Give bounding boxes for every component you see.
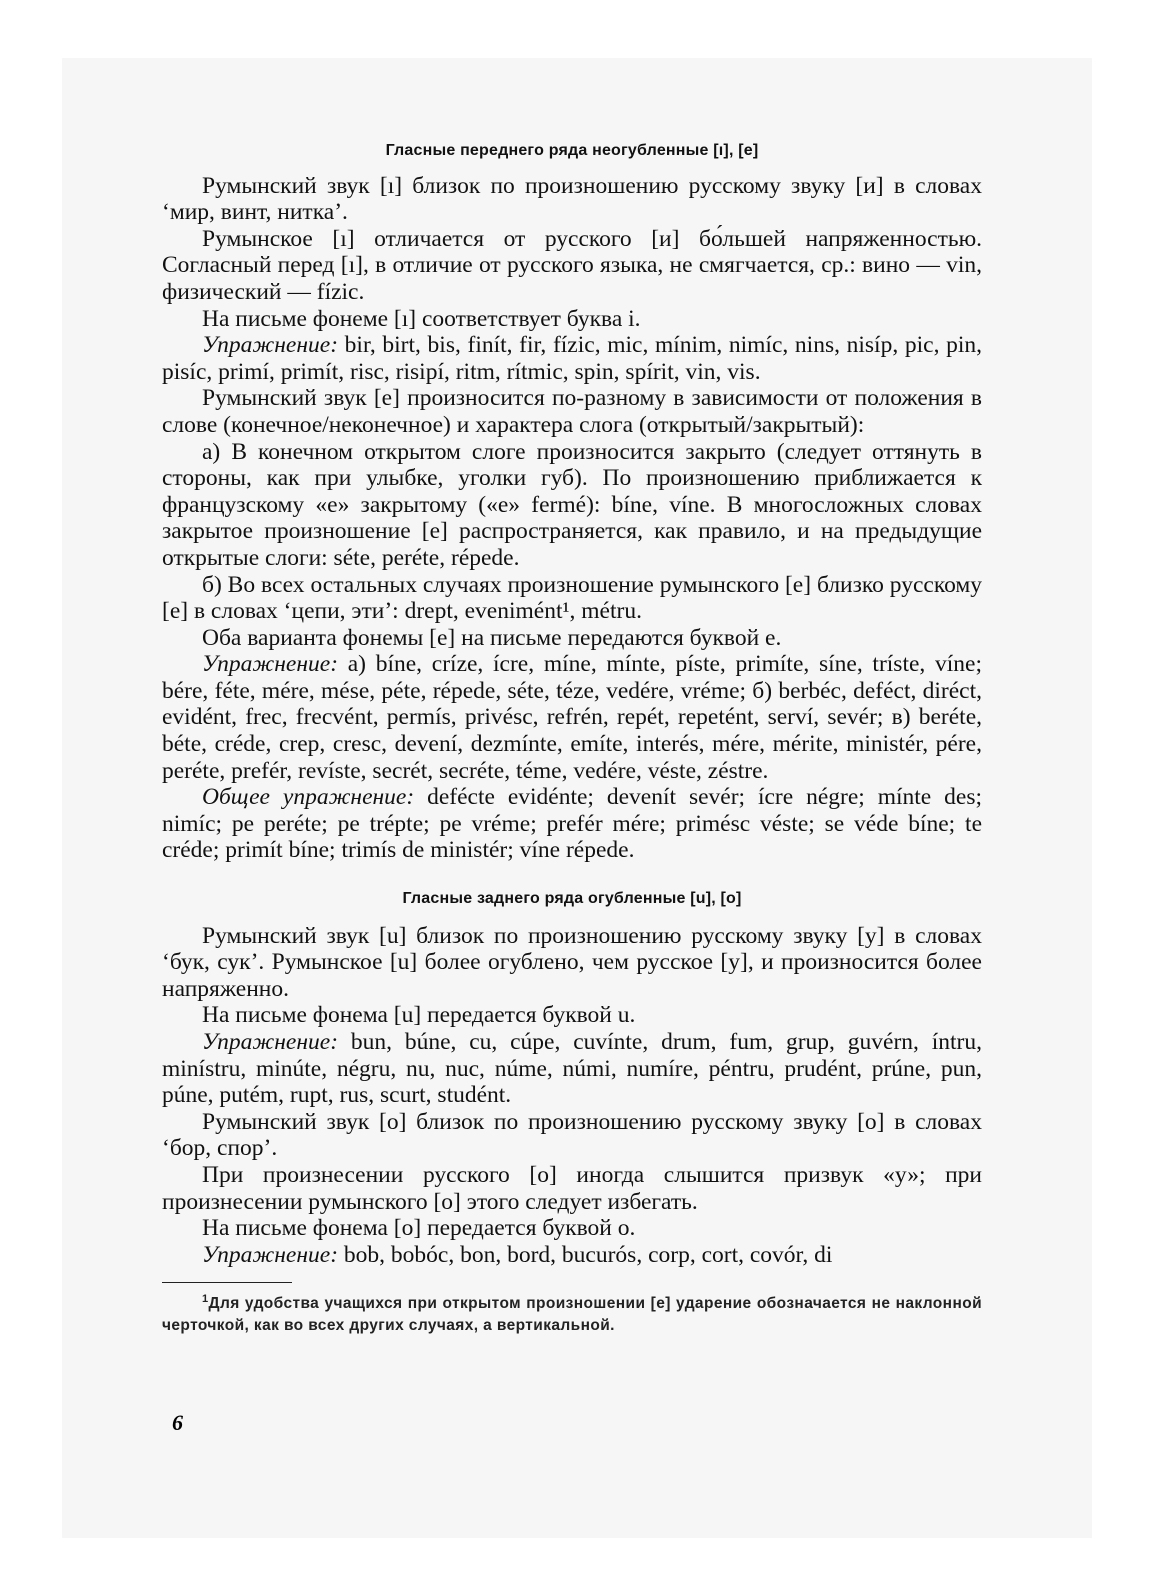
exercise-label: Упражнение: xyxy=(202,332,339,359)
footnote-mark: 1 xyxy=(202,1293,209,1306)
paragraph-text: На письме фонеме [ı] соответствует буква i. xyxy=(202,305,641,332)
paragraph xyxy=(162,1029,982,1109)
paragraph xyxy=(162,439,982,572)
paragraph xyxy=(162,1215,982,1242)
paragraph xyxy=(162,306,982,333)
paragraph-text: bun, búne, cu, cúpe, cuvínte, drum, fum, grup, guvérn, íntru, minístru, minúte, négru, nu, nuc, núme, númi, numíre, péntru, prudént, prúne, pun, púne, putém, rupt, rus, scurt, studént. xyxy=(162,1029,982,1109)
paragraph xyxy=(162,1002,982,1029)
paragraph-text: Румынский звук [e] произносится по-разному в зависимости от положения в слове (конечное/неконечное) и характера слога (открытый/закрытый): xyxy=(162,385,982,438)
paragraph xyxy=(162,625,982,652)
paragraph-text: б) Во всех остальных случаях произношение румынского [e] близко русскому [e] в словах ‘цепи, эти’: drept, evenimént¹, métru. xyxy=(162,571,982,625)
text-column xyxy=(162,138,982,1336)
footnote-text: Для удобства учащихся при открытом произношении [e] ударение обозначается не наклонной черточкой, как во всех других случаях, а вертикальной. xyxy=(162,1295,982,1334)
paragraph xyxy=(162,651,982,784)
paragraph-text: Румынское [ı] отличается от русского [и] бо́льшей напряженностью. Согласный перед [ı], в отличие от русского языка, не смягчается, ср.: вино — vin, физический — fízic. xyxy=(162,225,982,305)
section-heading-back-vowels: Гласные заднего ряда огубленные [u], [o] xyxy=(402,890,742,908)
section-front-vowels xyxy=(162,173,982,864)
exercise-label: Упражнение: xyxy=(202,1241,339,1268)
section-back-vowels xyxy=(162,923,982,1269)
exercise-label: Упражнение: xyxy=(202,651,339,678)
paragraph xyxy=(162,784,982,864)
paragraph xyxy=(162,572,982,625)
paragraph-text: а) bíne, críze, ícre, míne, mínte, píste, primíte, síne, tríste, víne; bére, féte, mére, mése, péte, répede, séte, téze, vedére, vréme; б) berbéc, deféct, diréct, evidént, frec, frecvént, permís, privésc, refrén, repét, repetént, serví, sevér; в) beréte, béte, créde, crep, cresc, devení, dezmínte, emíte, interés, mére, mérite, ministér, pére, peréte, prefér, revíste, secrét, secréte, téme, vedére, véste, zéstre. xyxy=(162,651,982,784)
paragraph xyxy=(162,332,982,385)
paragraph-text: На письме фонема [u] передается буквой u. xyxy=(202,1002,636,1029)
paragraph-text: Румынский звук [ı] близок по произношению русскому звуку [и] в словах ‘мир, винт, нитка’. xyxy=(162,172,982,226)
footnote xyxy=(162,1289,982,1335)
paragraph-text: Оба варианта фонемы [e] на письме передаются буквой e. xyxy=(202,624,782,651)
paragraph-text: deféсte evidénte; devenít sevér; ícre négre; mínte des; nimíc; pe peréte; pe trépte; pe vréme; prefér mére; primésc véste; se véde bíne; te créde; primít bíne; trimís de ministér; víne répede. xyxy=(162,784,982,864)
section-heading-front-vowels: Гласные переднего ряда неогубленные [ı], [e] xyxy=(385,142,759,159)
paragraph xyxy=(162,1162,982,1215)
paragraph xyxy=(162,1109,982,1162)
paragraph xyxy=(162,1242,982,1269)
paragraph xyxy=(162,923,982,1003)
paragraph xyxy=(162,173,982,226)
paragraph xyxy=(162,226,982,306)
paragraph-text: Румынский звук [o] близок по произношению русскому звуку [o] в словах ‘бор, спор’. xyxy=(162,1108,982,1162)
exercise-label: Упражнение: xyxy=(202,1029,339,1055)
paragraph-text: bob, bobóc, bon, bord, bucurós, corp, cort, covór, di xyxy=(338,1241,833,1268)
paragraph-text: На письме фонема [o] передается буквой o. xyxy=(202,1215,636,1242)
paragraph-text: bir, birt, bis, finít, fir, fízic, mic, mínim, nimíc, nins, nisíp, pic, pin, pisíc, primí, primít, risc, risipí, ritm, rítmic, spin, spírit, vin, vis. xyxy=(162,332,982,385)
exercise-label: Общее упражнение: xyxy=(202,784,415,811)
paragraph-text: При произнесении русского [o] иногда слышится призвук «у»; при произнесении румынского [o] этого следует избегать. xyxy=(162,1161,982,1215)
paragraph-text: Румынский звук [u] близок по произношению русскому звуку [у] в словах ‘бук, сук’. Румынское [u] более огублено, чем русское [у], и произносится более напряженно. xyxy=(162,922,982,1002)
paragraph xyxy=(162,385,982,438)
paragraph-text: а) В конечном открытом слоге произносится закрыто (следует оттянуть в стороны, как при улыбке, уголки губ). По произношению приближается к французскому «e» закрытому («e» fermé): bíne, víne. В многосложных словах закрытое произношение [e] распространяется, как правило, и на предыдущие открытые слоги: séte, peréte, répede. xyxy=(162,438,982,571)
footnote-divider xyxy=(162,1282,292,1283)
page-number: 6 xyxy=(172,1410,183,1435)
